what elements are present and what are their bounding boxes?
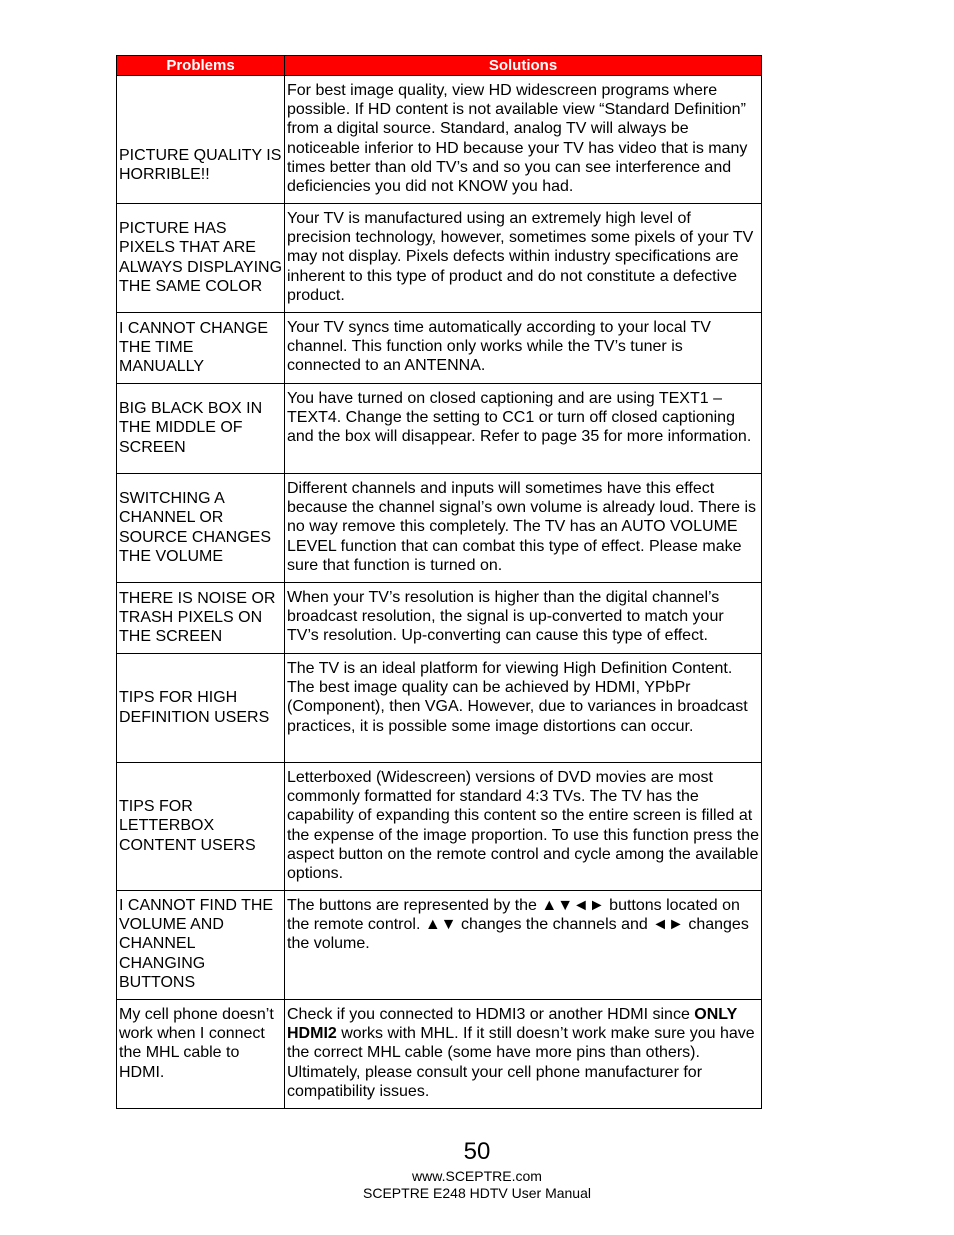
solution-cell: The buttons are represented by the ▲▼◄► buttons located on the remote control. ▲▼ changes the channels and ◄► changes the volume. xyxy=(285,891,762,1000)
table-row xyxy=(117,891,762,1000)
problem-cell: I CANNOT CHANGE THE TIME MANUALLY xyxy=(117,313,285,384)
table-header-row xyxy=(117,56,762,76)
solution-cell: Different channels and inputs will sometimes have this effect because the channel signal’s own volume is already loud. There is no way remove this completely. The TV has an AUTO VOLUME LEVEL function that can combat this type of effect. Please make sure that function is turned on. xyxy=(285,474,762,583)
table-row xyxy=(117,76,762,204)
footer-url: www.SCEPTRE.com xyxy=(412,1168,542,1184)
troubleshooting-table xyxy=(116,55,762,1109)
table-row xyxy=(117,763,762,891)
table-row xyxy=(117,313,762,384)
table-row xyxy=(117,583,762,654)
problem-cell: TIPS FOR HIGH DEFINITION USERS xyxy=(117,654,285,763)
problem-cell: TIPS FOR LETTERBOX CONTENT USERS xyxy=(117,763,285,891)
solution-cell xyxy=(285,1000,762,1109)
header-problems: Problems xyxy=(117,56,285,76)
solution-cell: You have turned on closed captioning and are using TEXT1 – TEXT4. Change the setting to CC1 or turn off closed captioning and the box will disappear. Refer to page 35 for more information. xyxy=(285,384,762,474)
solution-text-part: Check if you connected to HDMI3 or another HDMI since xyxy=(287,1006,695,1023)
page-number: 50 xyxy=(463,1138,491,1165)
table-row xyxy=(117,204,762,313)
problem-cell: I CANNOT FIND THE VOLUME AND CHANNEL CHANGING BUTTONS xyxy=(117,891,285,1000)
problem-cell: THERE IS NOISE OR TRASH PIXELS ON THE SCREEN xyxy=(117,583,285,654)
header-solutions: Solutions xyxy=(285,56,762,76)
problem-cell: BIG BLACK BOX IN THE MIDDLE OF SCREEN xyxy=(117,384,285,474)
problem-cell: My cell phone doesn’t work when I connect the MHL cable to HDMI. xyxy=(117,1000,285,1109)
footer-manual-title: SCEPTRE E248 HDTV User Manual xyxy=(363,1185,591,1201)
table-row xyxy=(117,654,762,763)
solution-cell: Your TV syncs time automatically according to your local TV channel. This function only works while the TV’s tuner is connected to an ANTENNA. xyxy=(285,313,762,384)
solution-cell: When your TV’s resolution is higher than the digital channel’s broadcast resolution, the signal is up-converted to match your TV’s resolution. Up-converting can cause this type of effect. xyxy=(285,583,762,654)
problem-cell: PICTURE QUALITY IS HORRIBLE!! xyxy=(117,76,285,204)
solution-bold-text: ONLY HDMI2 xyxy=(287,1006,737,1043)
problem-cell: SWITCHING A CHANNEL OR SOURCE CHANGES THE VOLUME xyxy=(117,474,285,583)
table-row xyxy=(117,384,762,474)
solution-cell: For best image quality, view HD widescreen programs where possible. If HD content is not available view “Standard Definition” from a digital source. Standard, analog TV will always be noticeable inferior to HD because your TV has video that is many times better than old TV’s and so you can see interference and deficiencies you did not KNOW you had. xyxy=(285,76,762,204)
table-row xyxy=(117,1000,762,1109)
problem-cell: PICTURE HAS PIXELS THAT ARE ALWAYS DISPLAYING THE SAME COLOR xyxy=(117,204,285,313)
table-row xyxy=(117,474,762,583)
solution-cell: The TV is an ideal platform for viewing High Definition Content. The best image quality can be achieved by HDMI, YPbPr (Component), then VGA. However, due to variances in broadcast practices, it is possible some image distortions can occur. xyxy=(285,654,762,763)
solution-cell: Letterboxed (Widescreen) versions of DVD movies are most commonly formatted for standard 4:3 TVs. The TV has the capability of expanding this content so the entire screen is filled at the expense of the image proportion. To use this function press the aspect button on the remote control and cycle among the available options. xyxy=(285,763,762,891)
solution-text-part: works with MHL. If it still doesn’t work make sure you have the correct MHL cable (some have more pins than others). Ultimately, please consult your cell phone manufacturer for compatibility issues. xyxy=(287,1025,755,1100)
solution-cell: Your TV is manufactured using an extremely high level of precision technology, however, sometimes some pixels of your TV may not display. Pixels defects within industry specifications are inherent to this type of product and do not constitute a defective product. xyxy=(285,204,762,313)
